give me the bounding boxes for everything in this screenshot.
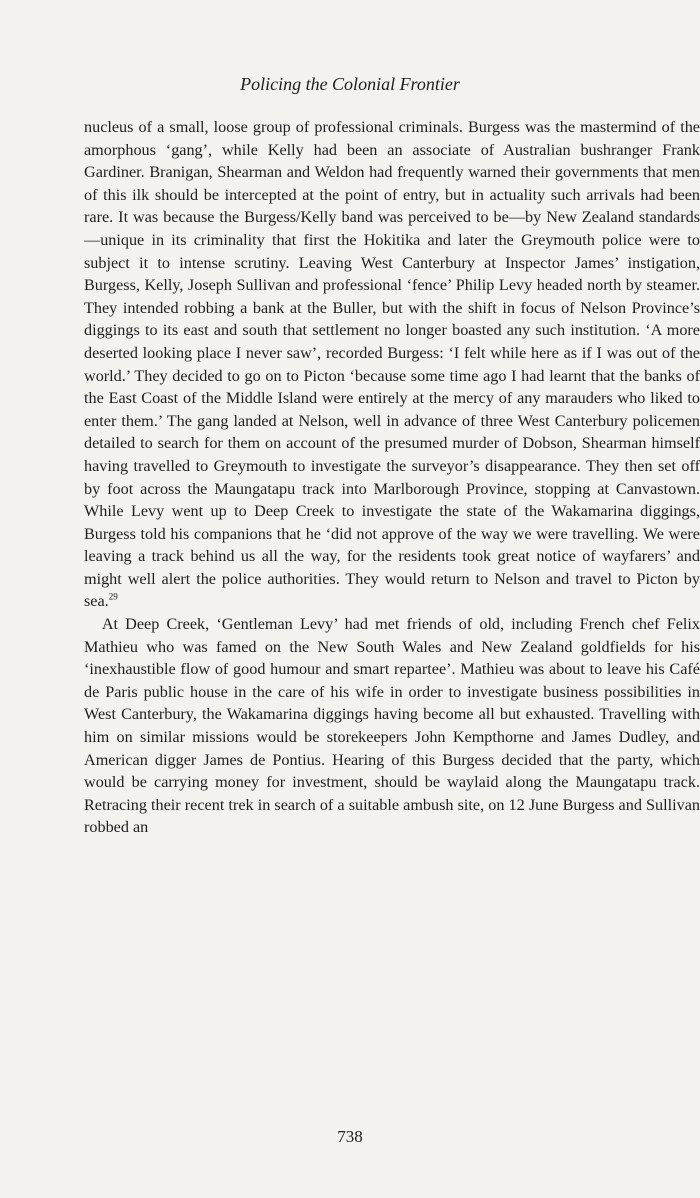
paragraph-2-text: At Deep Creek, ‘Gentleman Levy’ had met friends of old, including French chef Felix Mathieu who was famed on the New South Wales and New Zealand goldfields for his ‘inexhaustible flow of good humour and smart repartee’. Mathieu was about to leave his Café de Paris public house in the care of his wife in order to investigate business possibilities in West Canterbury, the Wakamarina diggings having become all but exhausted. Travelling with him on similar missions would be storekeepers John Kempthorne and James Dudley, and American digger James de Pontius. Hearing of this Burgess decided that the party, which would be carrying money for investment, should be waylaid along the Maungatapu track. Retracing their recent trek in search of a suitable ambush site, on 12 June Burgess and Sullivan robbed an — [84, 615, 700, 837]
paragraph-1-text: nucleus of a small, loose group of professional criminals. Burgess was the mastermind of the amorphous ‘gang’, while Kelly had been an associate of Australian bushranger Frank Gardiner. Branigan, Shearman and Weldon had frequently warned their governments that men of this ilk should be intercepted at the point of entry, but in actuality such arrivals had been rare. It was because the Burgess/Kelly band was perceived to be—by New Zealand standards—unique in its criminality that first the Hokitika and later the Greymouth police were to subject it to intense scrutiny. Leaving West Canterbury at Inspector James’ instigation, Burgess, Kelly, Joseph Sullivan and professional ‘fence’ Philip Levy headed north by steamer. They intended robbing a bank at the Buller, but with the shift in focus of Nelson Province’s diggings to its east and south that settlement no longer boasted any such institution. ‘A more deserted looking place I never saw’, recorded Burgess: ‘I felt while here as if I was out of the world.’ They decided to go on to Picton ‘because some time ago I had learnt that the banks of the East Coast of the Middle Island were entirely at the mercy of any marauders who liked to enter them.’ The gang landed at Nelson, well in advance of three West Canterbury policemen detailed to search for them on account of the presumed murder of Dobson, Shearman himself having travelled to Greymouth to investigate the surveyor’s disappearance. They then set off by foot across the Maungatapu track into Marlborough Province, stopping at Canvastown. While Levy went up to Deep Creek to investigate the state of the Wakamarina diggings, Burgess told his companions that he ‘did not approve of the way we were travelling. We were leaving a track behind us all the way, for the residents took great notice of wayfarers’ and might well alert the police authorities. They would return to Nelson and travel to Picton by sea. — [84, 118, 700, 611]
paragraph-1 — [84, 116, 700, 613]
page-number: 738 — [337, 1127, 363, 1146]
running-head: Policing the Colonial Frontier — [240, 74, 460, 94]
paragraph-2 — [84, 613, 700, 839]
footnote-marker: 29 — [108, 592, 118, 603]
body-text — [84, 116, 700, 839]
